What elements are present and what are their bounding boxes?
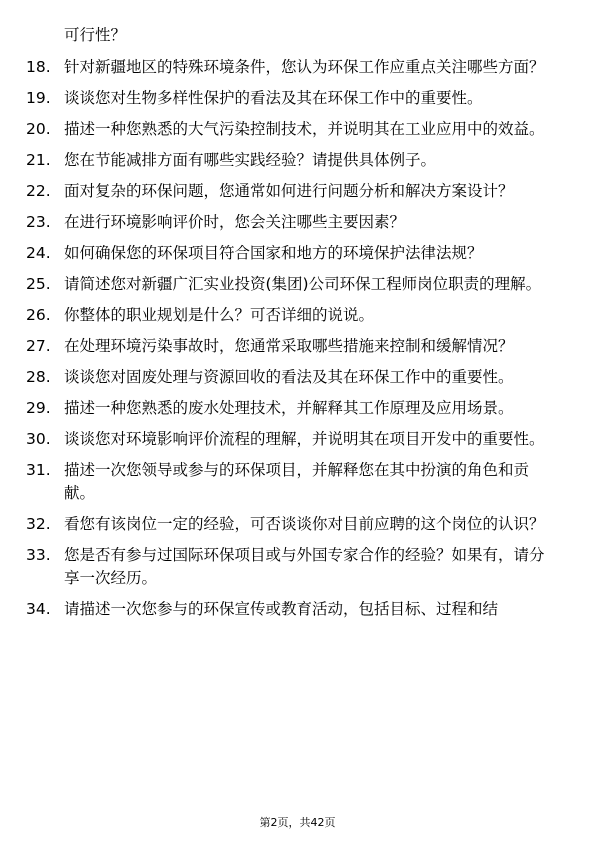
- question-item-21: [0, 149, 595, 172]
- question-text: 您在节能减排方面有哪些实践经验？请提供具体例子。: [64, 151, 437, 169]
- question-number: 19.: [26, 89, 51, 107]
- continuation-text: 可行性？: [64, 26, 127, 44]
- question-number: 26.: [26, 306, 51, 324]
- question-number: 30.: [26, 430, 51, 448]
- question-text: 谈谈您对环境影响评价流程的理解，并说明其在项目开发中的重要性。: [64, 430, 545, 448]
- question-item-20: [0, 118, 595, 141]
- question-item-31: [0, 459, 595, 505]
- question-number: 22.: [26, 182, 51, 200]
- question-number: 25.: [26, 275, 51, 293]
- question-item-28: [0, 366, 595, 389]
- question-text: 请描述一次您参与的环保宣传或教育活动，包括目标、过程和结: [64, 600, 499, 618]
- question-item-27: [0, 335, 595, 358]
- question-number: 18.: [26, 58, 51, 76]
- question-text: 面对复杂的环保问题，您通常如何进行问题分析和解决方案设计？: [64, 182, 514, 200]
- question-text: 您是否有参与过国际环保项目或与外国专家合作的经验？如果有，请分享一次经历。: [64, 546, 545, 587]
- question-number: 29.: [26, 399, 51, 417]
- question-item-34: [0, 598, 595, 621]
- question-number: 21.: [26, 151, 51, 169]
- question-number: 34.: [26, 600, 51, 618]
- question-item-25: [0, 273, 595, 296]
- question-item-18: [0, 56, 595, 79]
- question-text: 在进行环境影响评价时，您会关注哪些主要因素？: [64, 213, 406, 231]
- question-number: 33.: [26, 546, 51, 564]
- question-number: 23.: [26, 213, 51, 231]
- question-text: 如何确保您的环保项目符合国家和地方的环境保护法律法规？: [64, 244, 483, 262]
- question-text: 看您有该岗位一定的经验，可否谈谈你对目前应聘的这个岗位的认识？: [64, 515, 545, 533]
- question-item-19: [0, 87, 595, 110]
- question-item-24: [0, 242, 595, 265]
- question-text: 描述一次您领导或参与的环保项目，并解释您在其中扮演的角色和贡献。: [64, 461, 530, 502]
- question-number: 24.: [26, 244, 51, 262]
- question-text: 针对新疆地区的特殊环境条件，您认为环保工作应重点关注哪些方面？: [64, 58, 545, 76]
- question-item-22: [0, 180, 595, 203]
- question-text: 谈谈您对固废处理与资源回收的看法及其在环保工作中的重要性。: [64, 368, 514, 386]
- question-number: 32.: [26, 515, 51, 533]
- question-item-26: [0, 304, 595, 327]
- question-list: [0, 56, 595, 629]
- question-item-23: [0, 211, 595, 234]
- question-item-30: [0, 428, 595, 451]
- question-text: 在处理环境污染事故时，您通常采取哪些措施来控制和缓解情况？: [64, 337, 514, 355]
- question-text: 描述一种您熟悉的废水处理技术，并解释其工作原理及应用场景。: [64, 399, 514, 417]
- page-number-footer: 第2页，共42页: [259, 816, 336, 829]
- question-number: 28.: [26, 368, 51, 386]
- question-text: 你整体的职业规划是什么？可否详细的说说。: [64, 306, 375, 324]
- question-item-33: [0, 544, 595, 590]
- question-text: 请简述您对新疆广汇实业投资(集团)公司环保工程师岗位职责的理解。: [64, 275, 542, 293]
- question-text: 描述一种您熟悉的大气污染控制技术，并说明其在工业应用中的效益。: [64, 120, 545, 138]
- question-number: 20.: [26, 120, 51, 138]
- question-number: 27.: [26, 337, 51, 355]
- question-item-32: [0, 513, 595, 536]
- question-text: 谈谈您对生物多样性保护的看法及其在环保工作中的重要性。: [64, 89, 483, 107]
- question-number: 31.: [26, 461, 51, 479]
- question-item-29: [0, 397, 595, 420]
